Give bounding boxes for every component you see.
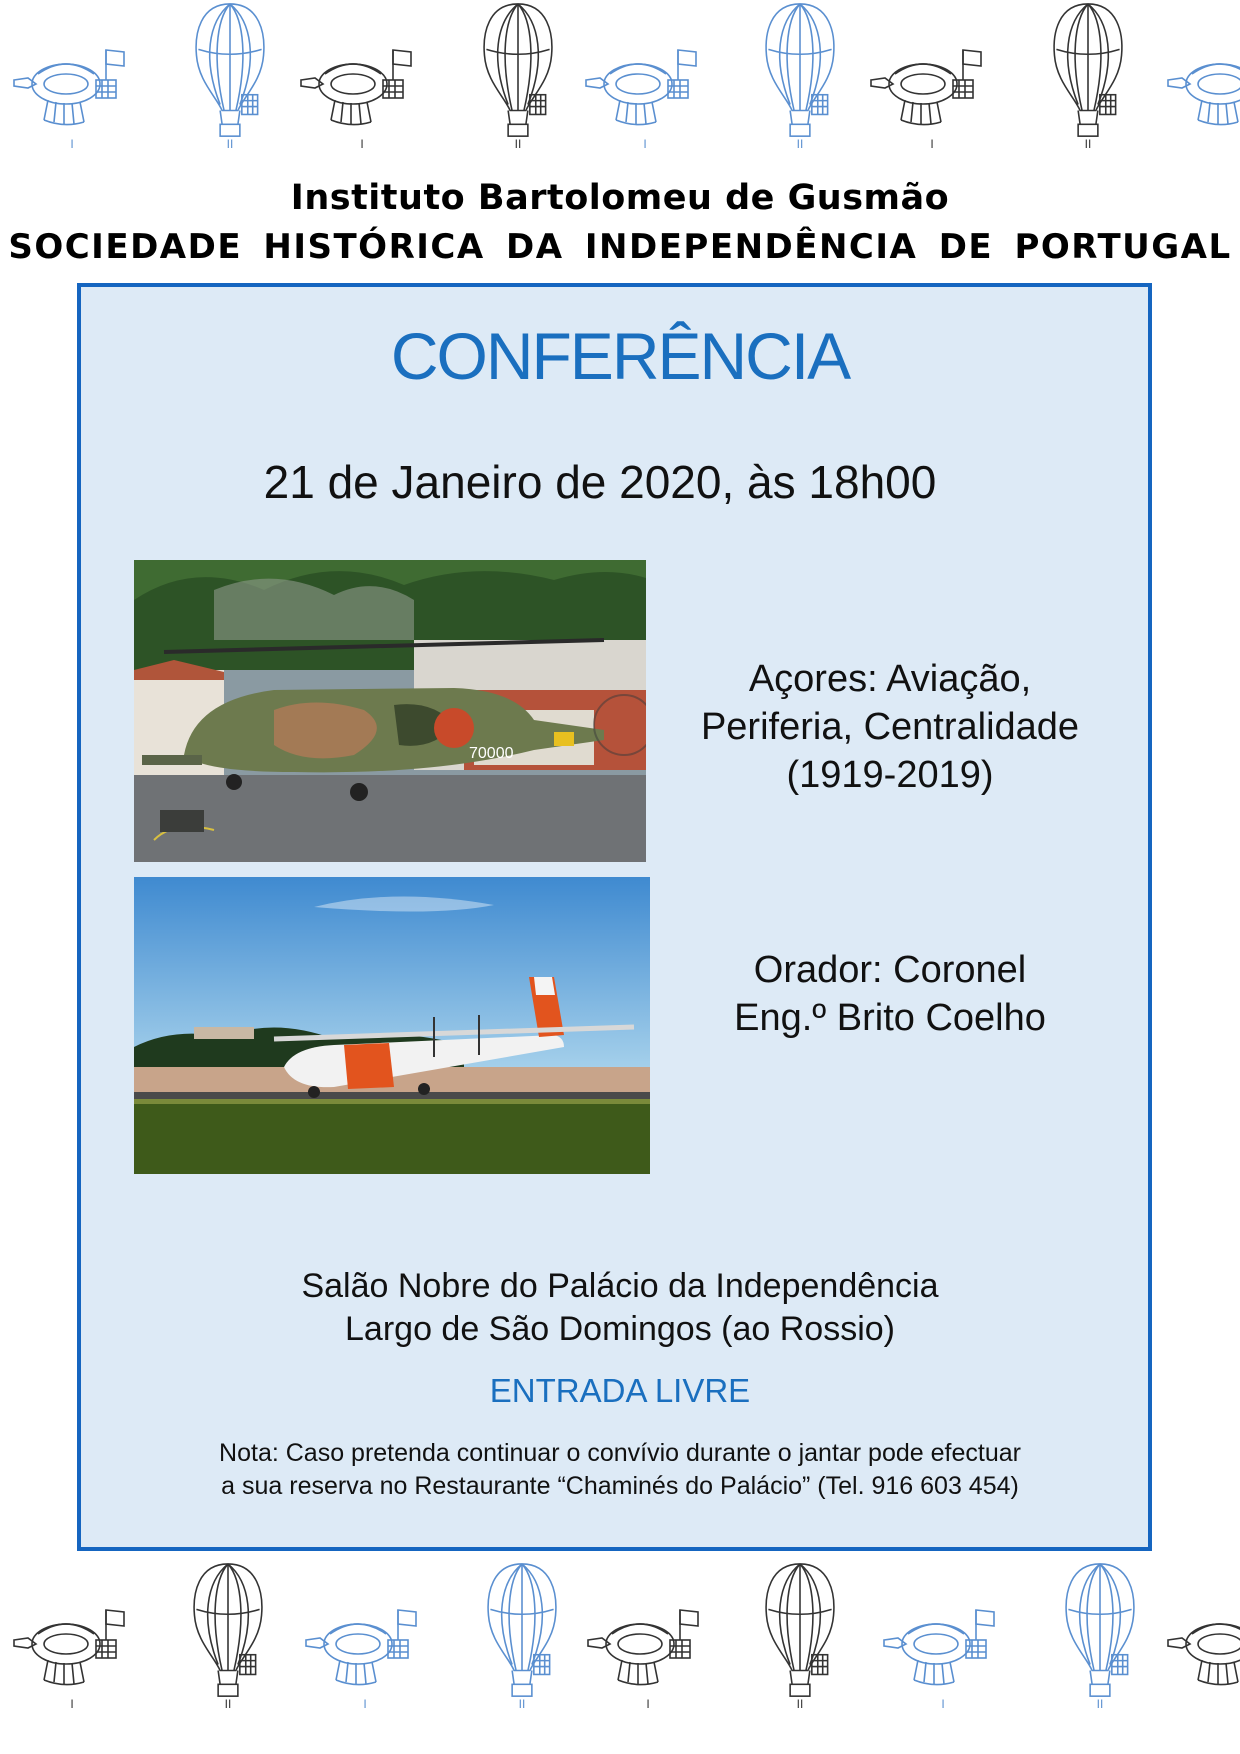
note-line: a sua reserva no Restaurante “Chaminés do Palácio” (Tel. 916 603 454) bbox=[221, 1472, 1019, 1500]
balloon-illustration bbox=[194, 1564, 262, 1696]
event-title: CONFERÊNCIA bbox=[390, 319, 850, 393]
top-decoration-band bbox=[0, 0, 1240, 150]
balloon-illustration bbox=[196, 4, 264, 136]
numeral-label: II bbox=[1084, 137, 1092, 150]
airship-illustration bbox=[1168, 50, 1240, 125]
numeral-label: I bbox=[363, 1697, 367, 1710]
dinner-note bbox=[0, 1437, 1240, 1503]
speaker-info bbox=[660, 946, 1120, 1042]
numeral-label: I bbox=[646, 1697, 650, 1710]
society-name: SOCIEDADE HISTÓRICA DA INDEPENDÊNCIA DE PORTUGAL bbox=[8, 227, 1232, 267]
balloon-illustration bbox=[488, 1564, 556, 1696]
numeral-label: I bbox=[70, 137, 74, 150]
numeral-label: I bbox=[360, 137, 364, 150]
venue-line: Largo de São Domingos (ao Rossio) bbox=[345, 1310, 895, 1348]
airship-illustration bbox=[14, 1610, 124, 1685]
bottom-decoration-band bbox=[0, 1560, 1240, 1710]
airship-illustration bbox=[306, 1610, 416, 1685]
topic-line: Periferia, Centralidade bbox=[700, 706, 1080, 748]
balloon-illustration bbox=[484, 4, 552, 136]
note-line: Nota: Caso pretenda continuar o convívio durante o jantar pode efectuar bbox=[219, 1439, 1021, 1467]
numeral-label: II bbox=[518, 1697, 526, 1710]
numeral-label: II bbox=[796, 1697, 804, 1710]
airship-illustration bbox=[884, 1610, 994, 1685]
numeral-label: I bbox=[930, 137, 934, 150]
helicopter-marking: 70000 bbox=[469, 745, 514, 762]
venue-info bbox=[0, 1265, 1240, 1351]
helicopter-photo bbox=[134, 560, 646, 862]
numeral-label: II bbox=[1096, 1697, 1104, 1710]
balloon-illustration bbox=[1066, 1564, 1134, 1696]
balloon-illustration bbox=[766, 4, 834, 136]
airship-illustration bbox=[14, 50, 124, 125]
speaker-line: Eng.º Brito Coelho bbox=[734, 997, 1046, 1039]
institute-name: Instituto Bartolomeu de Gusmão bbox=[290, 178, 950, 218]
airship-illustration bbox=[1168, 1610, 1240, 1685]
numeral-label: II bbox=[224, 1697, 232, 1710]
balloon-illustration bbox=[766, 1564, 834, 1696]
decorative-illustrations bbox=[0, 1560, 1240, 1710]
numeral-label: I bbox=[643, 137, 647, 150]
event-date: 21 de Janeiro de 2020, às 18h00 bbox=[263, 456, 937, 508]
venue-line: Salão Nobre do Palácio da Independência bbox=[301, 1267, 939, 1305]
aircraft-photo bbox=[134, 877, 650, 1174]
numeral-label: II bbox=[514, 137, 522, 150]
numeral-label: I bbox=[70, 1697, 74, 1710]
numeral-label: II bbox=[226, 137, 234, 150]
topic-line: (1919-2019) bbox=[786, 754, 994, 796]
topic-line: Açores: Aviação, bbox=[748, 658, 1032, 700]
free-entry-label: ENTRADA LIVRE bbox=[489, 1372, 751, 1409]
numeral-label: II bbox=[796, 137, 804, 150]
airship-illustration bbox=[586, 50, 696, 125]
speaker-line: Orador: Coronel bbox=[753, 949, 1027, 991]
airship-illustration bbox=[588, 1610, 698, 1685]
balloon-illustration bbox=[1054, 4, 1122, 136]
airship-illustration bbox=[871, 50, 981, 125]
airship-illustration bbox=[301, 50, 411, 125]
numeral-label: I bbox=[941, 1697, 945, 1710]
decorative-illustrations bbox=[0, 0, 1240, 150]
conference-topic bbox=[660, 655, 1120, 799]
